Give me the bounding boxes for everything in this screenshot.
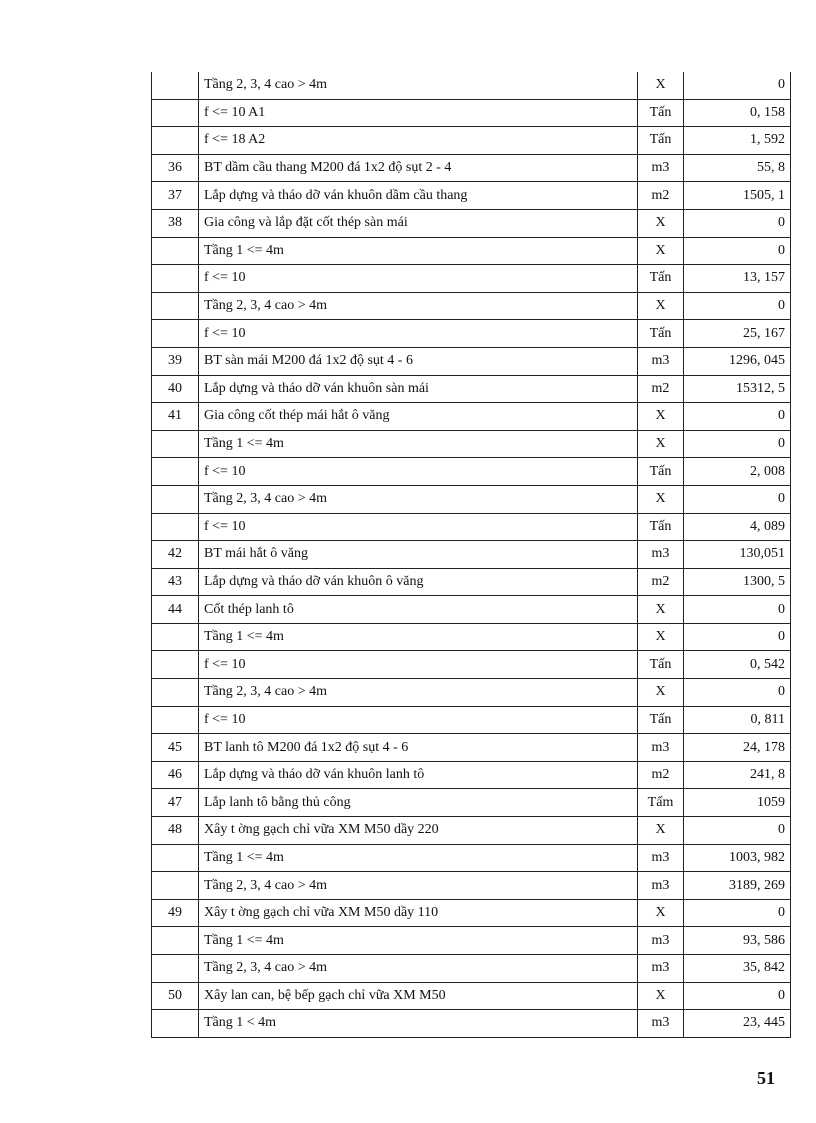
unit-cell: m3 — [638, 347, 684, 375]
table-row — [152, 458, 791, 486]
item-number-cell — [152, 320, 199, 348]
unit-cell: m2 — [638, 761, 684, 789]
table-row — [152, 72, 791, 99]
item-number-cell: 46 — [152, 761, 199, 789]
quantity-cell: 0 — [684, 679, 791, 707]
unit-cell: m3 — [638, 734, 684, 762]
item-number-cell: 50 — [152, 982, 199, 1010]
quantity-cell: 4, 089 — [684, 513, 791, 541]
unit-cell: X — [638, 72, 684, 99]
item-number-cell — [152, 458, 199, 486]
quantity-cell: 0 — [684, 623, 791, 651]
item-number-cell — [152, 679, 199, 707]
quantity-cell: 1296, 045 — [684, 347, 791, 375]
table-row — [152, 706, 791, 734]
quantity-cell: 0 — [684, 430, 791, 458]
work-description-cell: f <= 10 A1 — [199, 99, 638, 127]
item-number-cell: 36 — [152, 154, 199, 182]
table-row — [152, 485, 791, 513]
table-body — [152, 72, 791, 1037]
table-row — [152, 679, 791, 707]
unit-cell: m3 — [638, 1010, 684, 1038]
table-row — [152, 292, 791, 320]
unit-cell: Tấn — [638, 127, 684, 155]
quantity-cell: 1505, 1 — [684, 182, 791, 210]
unit-cell: Tấn — [638, 99, 684, 127]
table-row — [152, 623, 791, 651]
quantity-cell: 0 — [684, 596, 791, 624]
item-number-cell — [152, 706, 199, 734]
quantity-cell: 0 — [684, 292, 791, 320]
work-description-cell: Lắp lanh tô bằng thủ công — [199, 789, 638, 817]
quantity-cell: 0, 158 — [684, 99, 791, 127]
unit-cell: m2 — [638, 568, 684, 596]
quantity-cell: 0 — [684, 899, 791, 927]
item-number-cell: 48 — [152, 817, 199, 845]
table-row — [152, 817, 791, 845]
work-description-cell: Xây lan can, bệ bếp gạch chỉ vữa XM M50 — [199, 982, 638, 1010]
item-number-cell: 49 — [152, 899, 199, 927]
table-row — [152, 844, 791, 872]
unit-cell: m3 — [638, 541, 684, 569]
item-number-cell — [152, 485, 199, 513]
table-row — [152, 209, 791, 237]
quantity-cell: 0, 542 — [684, 651, 791, 679]
work-description-cell: Lắp dựng và tháo dỡ ván khuôn ô văng — [199, 568, 638, 596]
work-description-cell: Lắp dựng và tháo dỡ ván khuôn lanh tô — [199, 761, 638, 789]
item-number-cell — [152, 872, 199, 900]
quantity-cell: 24, 178 — [684, 734, 791, 762]
unit-cell: Tấm — [638, 789, 684, 817]
unit-cell: X — [638, 430, 684, 458]
table-row — [152, 237, 791, 265]
work-description-cell: Tầng 2, 3, 4 cao > 4m — [199, 872, 638, 900]
table-row — [152, 568, 791, 596]
quantity-cell: 15312, 5 — [684, 375, 791, 403]
item-number-cell — [152, 1010, 199, 1038]
work-description-cell: Tầng 1 <= 4m — [199, 237, 638, 265]
work-description-cell: Xây t ờng gạch chỉ vữa XM M50 dầy 220 — [199, 817, 638, 845]
item-number-cell — [152, 513, 199, 541]
unit-cell: Tấn — [638, 513, 684, 541]
work-description-cell: f <= 10 — [199, 458, 638, 486]
table-row — [152, 541, 791, 569]
work-description-cell: Tầng 2, 3, 4 cao > 4m — [199, 292, 638, 320]
quantity-cell: 0, 811 — [684, 706, 791, 734]
table-row — [152, 955, 791, 983]
unit-cell: Tấn — [638, 265, 684, 293]
unit-cell: Tấn — [638, 651, 684, 679]
unit-cell: X — [638, 209, 684, 237]
quantity-cell: 55, 8 — [684, 154, 791, 182]
table-row — [152, 513, 791, 541]
unit-cell: m3 — [638, 872, 684, 900]
quantity-cell: 1059 — [684, 789, 791, 817]
item-number-cell — [152, 99, 199, 127]
table-row — [152, 899, 791, 927]
unit-cell: m3 — [638, 955, 684, 983]
table-row — [152, 927, 791, 955]
table-row — [152, 265, 791, 293]
table-row — [152, 789, 791, 817]
work-description-cell: f <= 10 — [199, 265, 638, 293]
quantity-cell: 1003, 982 — [684, 844, 791, 872]
work-description-cell: Gia công cốt thép mái hắt ô văng — [199, 403, 638, 431]
table-row — [152, 403, 791, 431]
work-description-cell: Tầng 1 <= 4m — [199, 623, 638, 651]
item-number-cell: 44 — [152, 596, 199, 624]
quantity-cell: 0 — [684, 237, 791, 265]
quantity-cell: 0 — [684, 982, 791, 1010]
unit-cell: X — [638, 817, 684, 845]
table-row — [152, 347, 791, 375]
item-number-cell — [152, 955, 199, 983]
quantity-table — [151, 72, 791, 1038]
work-description-cell: Tầng 2, 3, 4 cao > 4m — [199, 485, 638, 513]
item-number-cell — [152, 927, 199, 955]
item-number-cell — [152, 72, 199, 99]
quantity-cell: 25, 167 — [684, 320, 791, 348]
work-description-cell: f <= 10 — [199, 651, 638, 679]
unit-cell: m2 — [638, 182, 684, 210]
work-description-cell: Tầng 1 < 4m — [199, 1010, 638, 1038]
work-description-cell: BT mái hắt ô văng — [199, 541, 638, 569]
table-row — [152, 596, 791, 624]
unit-cell: m3 — [638, 927, 684, 955]
item-number-cell: 47 — [152, 789, 199, 817]
work-description-cell: BT lanh tô M200 đá 1x2 độ sụt 4 - 6 — [199, 734, 638, 762]
quantity-cell: 0 — [684, 817, 791, 845]
work-description-cell: Gia công và lắp đặt cốt thép sàn mái — [199, 209, 638, 237]
work-description-cell: f <= 10 — [199, 320, 638, 348]
work-description-cell: Xây t ờng gạch chỉ vữa XM M50 dầy 110 — [199, 899, 638, 927]
work-description-cell: Cốt thép lanh tô — [199, 596, 638, 624]
unit-cell: X — [638, 292, 684, 320]
work-description-cell: Tầng 2, 3, 4 cao > 4m — [199, 72, 638, 99]
quantity-cell: 0 — [684, 209, 791, 237]
work-description-cell: BT sàn mái M200 đá 1x2 độ sụt 4 - 6 — [199, 347, 638, 375]
item-number-cell — [152, 430, 199, 458]
quantity-cell: 0 — [684, 485, 791, 513]
quantity-cell: 241, 8 — [684, 761, 791, 789]
quantity-cell: 13, 157 — [684, 265, 791, 293]
unit-cell: X — [638, 237, 684, 265]
table-row — [152, 320, 791, 348]
item-number-cell — [152, 651, 199, 679]
table-row — [152, 982, 791, 1010]
quantity-cell: 35, 842 — [684, 955, 791, 983]
item-number-cell: 45 — [152, 734, 199, 762]
work-description-cell: Tầng 2, 3, 4 cao > 4m — [199, 955, 638, 983]
table-row — [152, 154, 791, 182]
item-number-cell — [152, 265, 199, 293]
table-row — [152, 127, 791, 155]
work-description-cell: Tầng 1 <= 4m — [199, 844, 638, 872]
work-description-cell: Lắp dựng và tháo dỡ ván khuôn sàn mái — [199, 375, 638, 403]
item-number-cell: 41 — [152, 403, 199, 431]
item-number-cell: 40 — [152, 375, 199, 403]
item-number-cell — [152, 237, 199, 265]
item-number-cell: 37 — [152, 182, 199, 210]
quantity-cell: 93, 586 — [684, 927, 791, 955]
work-description-cell: f <= 10 — [199, 513, 638, 541]
item-number-cell: 42 — [152, 541, 199, 569]
quantity-cell: 130,051 — [684, 541, 791, 569]
unit-cell: X — [638, 982, 684, 1010]
item-number-cell — [152, 844, 199, 872]
table-row — [152, 761, 791, 789]
unit-cell: m3 — [638, 154, 684, 182]
item-number-cell: 38 — [152, 209, 199, 237]
unit-cell: m2 — [638, 375, 684, 403]
unit-cell: X — [638, 899, 684, 927]
unit-cell: Tấn — [638, 458, 684, 486]
work-description-cell: BT dầm cầu thang M200 đá 1x2 độ sụt 2 - 4 — [199, 154, 638, 182]
table-row — [152, 99, 791, 127]
unit-cell: X — [638, 623, 684, 651]
item-number-cell: 43 — [152, 568, 199, 596]
work-description-cell: Lắp dựng và tháo dỡ ván khuôn dầm cầu thang — [199, 182, 638, 210]
table-row — [152, 1010, 791, 1038]
unit-cell: X — [638, 403, 684, 431]
item-number-cell: 39 — [152, 347, 199, 375]
quantity-cell: 23, 445 — [684, 1010, 791, 1038]
table-row — [152, 651, 791, 679]
item-number-cell — [152, 623, 199, 651]
item-number-cell — [152, 292, 199, 320]
table-row — [152, 375, 791, 403]
unit-cell: X — [638, 596, 684, 624]
quantity-cell: 0 — [684, 72, 791, 99]
table-row — [152, 734, 791, 762]
work-description-cell: Tầng 2, 3, 4 cao > 4m — [199, 679, 638, 707]
table-row — [152, 872, 791, 900]
unit-cell: X — [638, 485, 684, 513]
unit-cell: Tấn — [638, 320, 684, 348]
page-number: 51 — [757, 1068, 775, 1088]
quantity-cell: 1300, 5 — [684, 568, 791, 596]
work-description-cell: Tầng 1 <= 4m — [199, 927, 638, 955]
work-description-cell: f <= 18 A2 — [199, 127, 638, 155]
table-row — [152, 430, 791, 458]
quantity-cell: 1, 592 — [684, 127, 791, 155]
unit-cell: X — [638, 679, 684, 707]
work-description-cell: f <= 10 — [199, 706, 638, 734]
unit-cell: Tấn — [638, 706, 684, 734]
unit-cell: m3 — [638, 844, 684, 872]
table-row — [152, 182, 791, 210]
quantity-cell: 2, 008 — [684, 458, 791, 486]
item-number-cell — [152, 127, 199, 155]
quantity-cell: 0 — [684, 403, 791, 431]
work-description-cell: Tầng 1 <= 4m — [199, 430, 638, 458]
quantity-cell: 3189, 269 — [684, 872, 791, 900]
